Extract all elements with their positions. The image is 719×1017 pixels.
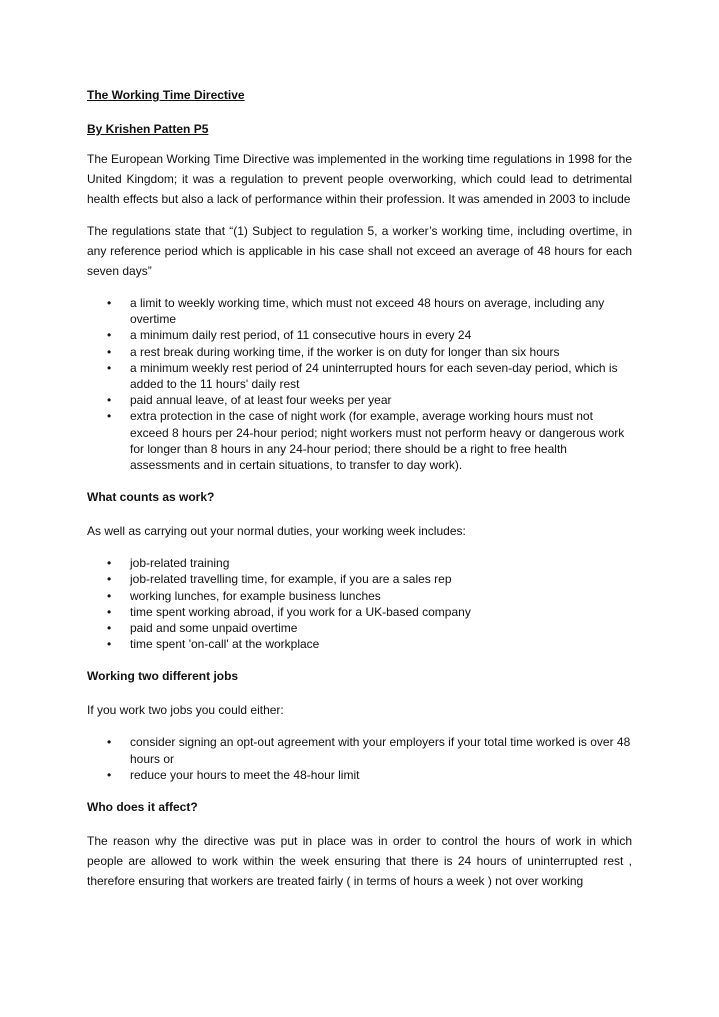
list-item-text: time spent 'on-call' at the workplace [130,637,320,652]
bullet-icon: • [107,572,112,587]
list-item [87,620,632,636]
document-title: The Working Time Directive [87,88,245,102]
list-item [87,767,632,783]
list-item [87,295,632,327]
bullet-icon: • [107,360,112,375]
bullet-icon: • [107,296,112,310]
section-heading-work: What counts as work? [87,490,215,505]
bullet-icon: • [107,637,112,652]
two-jobs-list [87,734,632,783]
bullet-icon: • [107,328,112,343]
list-item [87,604,632,620]
bullet-icon: • [107,344,112,359]
intro-paragraph: The European Working Time Directive was implemented in the working time regulations in 1998 for the United Kingdom; it was a regulation to prevent people overworking, which could lead to detrimental health effects but also a lack of performance within their profession. It was amended in 2003 to include [87,152,632,206]
list-item-text: a limit to weekly working time, which must not exceed 48 hours on average, including any overtime [130,296,605,327]
list-item [87,408,632,473]
list-item [87,555,632,571]
list-item [87,327,632,343]
section-heading-affect: Who does it affect? [87,800,198,815]
list-item-text: working lunches, for example business lunches [130,588,381,603]
regulation-paragraph: The regulations state that “(1) Subject to regulation 5, a worker’s working time, including overtime, in any reference period which is applicable in his case shall not exceed an average of 48 hours for each seven days” [87,224,632,278]
list-item [87,392,632,408]
list-item-text: paid annual leave, of at least four weeks per year [130,393,392,408]
list-item [87,588,632,604]
section-work-intro: As well as carrying out your normal duties, your working week includes: [87,524,466,539]
section-two-jobs-intro: If you work two jobs you could either: [87,703,284,718]
directive-points-list [87,295,632,473]
section-affect-paragraph: The reason why the directive was put in place was in order to control the hours of work in which people are allowed to work within the week ensuring that there is 24 hours of uninterrupted rest , therefore ensuring that workers are treated fairly ( in terms of hours a week ) not over working [87,834,632,889]
list-item-text: extra protection in the case of night work (for example, average working hours must not exceed 8 hours per 24-hour period; night workers must not perform heavy or dangerous work for longer than 8 hours in any 24-hour period; there should be a right to free health assessments and in certain situations, to transfer to day work). [130,409,625,473]
bullet-icon: • [107,556,112,571]
section-heading-two-jobs: Working two different jobs [87,669,239,684]
list-item [87,734,632,766]
bullet-icon: • [107,604,112,619]
work-items-list [87,555,632,652]
list-item-text: job-related travelling time, for example, if you are a sales rep [130,572,452,587]
list-item-text: time spent working abroad, if you work for a UK-based company [130,604,471,619]
list-item [87,636,632,652]
list-item [87,344,632,360]
list-item-text: a minimum weekly rest period of 24 uninterrupted hours for each seven-day period, which is added to the 11 hours' daily rest [130,360,618,392]
list-item [87,360,632,392]
list-item-text: consider signing an opt-out agreement with your employers if your total time worked is over 48 hours or [130,735,631,766]
bullet-icon: • [107,621,112,636]
bullet-icon: • [107,409,112,424]
list-item-text: a rest break during working time, if the worker is on duty for longer than six hours [130,344,560,359]
bullet-icon: • [107,588,112,603]
list-item-text: a minimum daily rest period, of 11 consecutive hours in every 24 [130,328,472,343]
document-page [87,87,632,891]
bullet-icon: • [107,767,112,782]
list-item-text: reduce your hours to meet the 48-hour limit [130,767,360,782]
list-item-text: paid and some unpaid overtime [130,621,298,636]
bullet-icon: • [107,393,112,408]
document-author: By Krishen Patten P5 [87,122,209,136]
list-item-text: job-related training [130,556,230,571]
bullet-icon: • [107,735,112,750]
list-item [87,571,632,587]
